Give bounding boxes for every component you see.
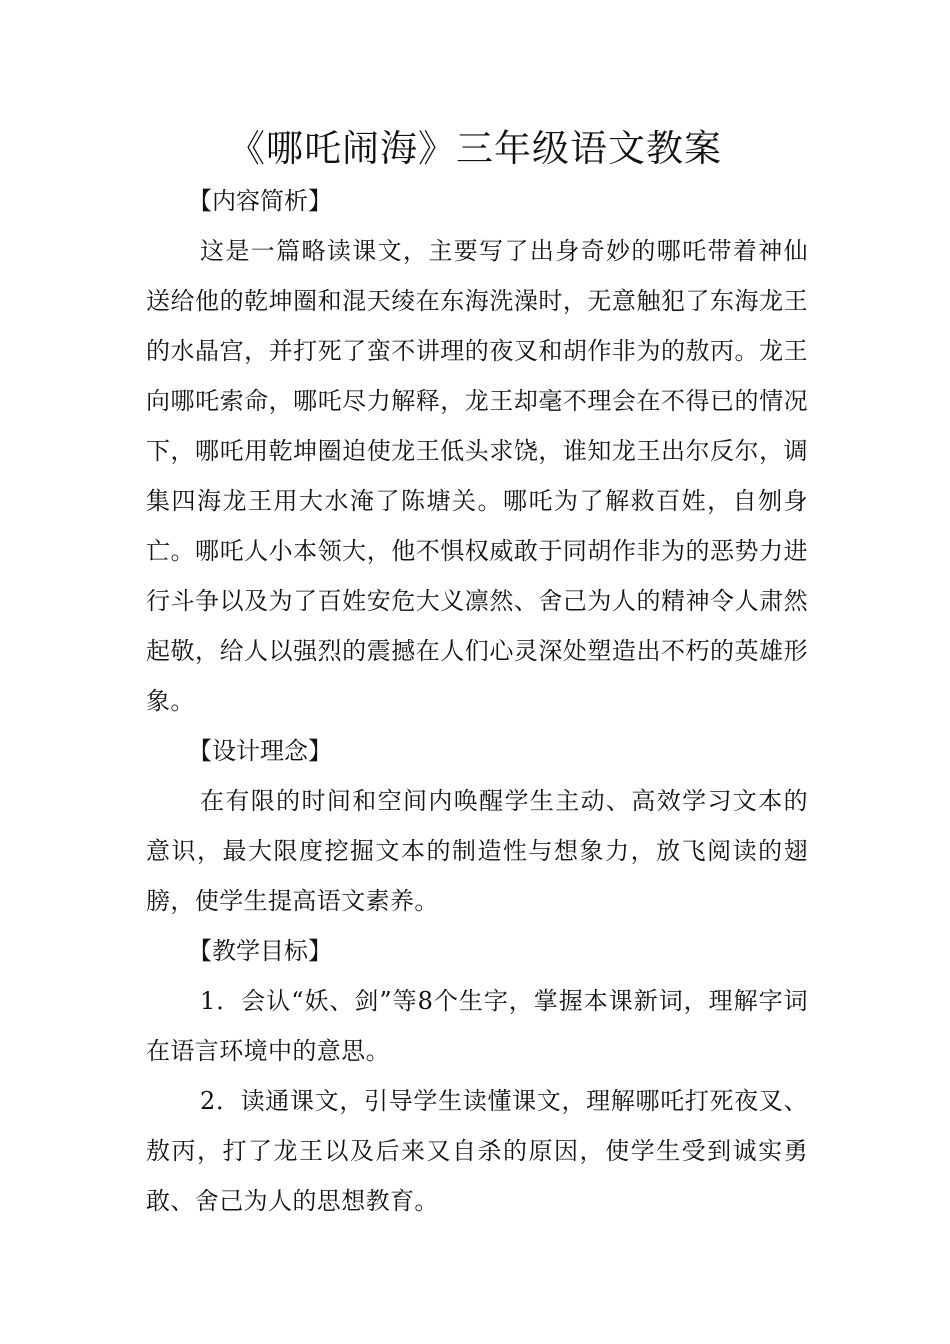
section-heading: 【设计理念】 xyxy=(188,737,332,765)
paragraph: 这是一篇略读课文，主要写了出身奇妙的哪吒带着神仙送给他的乾坤圈和混天绫在东海洗澡时，无意触犯了东海龙王的水晶宫，并打死了蛮不讲理的夜叉和胡作非为的敖丙。龙王向哪吒索命，哪吒尽力解释，龙王却毫不理会在不得已的情况下，哪吒用乾坤圈迫使龙王低头求饶，谁知龙王出尔反尔，调集四海龙王用大水淹了陈塘关。哪吒为了解救百姓，自刎身亡。哪吒人小本领大，他不惧权威敢于同胡作非为的恶势力进行斗争以及为了百姓安危大义凛然、舍己为人的精神令人肃然起敬，给人以强烈的震撼在人们心灵深处塑造出不朽的英雄形象。 xyxy=(146,237,808,715)
document-title: 《哪吒闹海》三年级语文教案 xyxy=(228,127,722,170)
document-body xyxy=(146,176,808,1226)
section-teaching-goals xyxy=(146,926,808,1226)
paragraph: 在有限的时间和空间内唤醒学生主动、高效学习文本的意识，最大限度挖掘文本的制造性与想象力，放飞阅读的翅膀，使学生提高语文素养。 xyxy=(146,787,808,915)
section-content-analysis xyxy=(146,176,808,726)
goal-item: 2．读通课文，引导学生读懂课文，理解哪吒打死夜叉、敖丙，打了龙王以及后来又自杀的原因，使学生受到诚实勇敢、舍己为人的思想教育。 xyxy=(146,1087,808,1215)
section-design-concept xyxy=(146,726,808,926)
section-heading: 【内容简析】 xyxy=(188,187,332,215)
goal-item: 1．会认“妖、剑”等8个生字，掌握本课新词，理解字词在语言环境中的意思。 xyxy=(146,987,808,1065)
section-heading: 【教学目标】 xyxy=(188,937,332,965)
